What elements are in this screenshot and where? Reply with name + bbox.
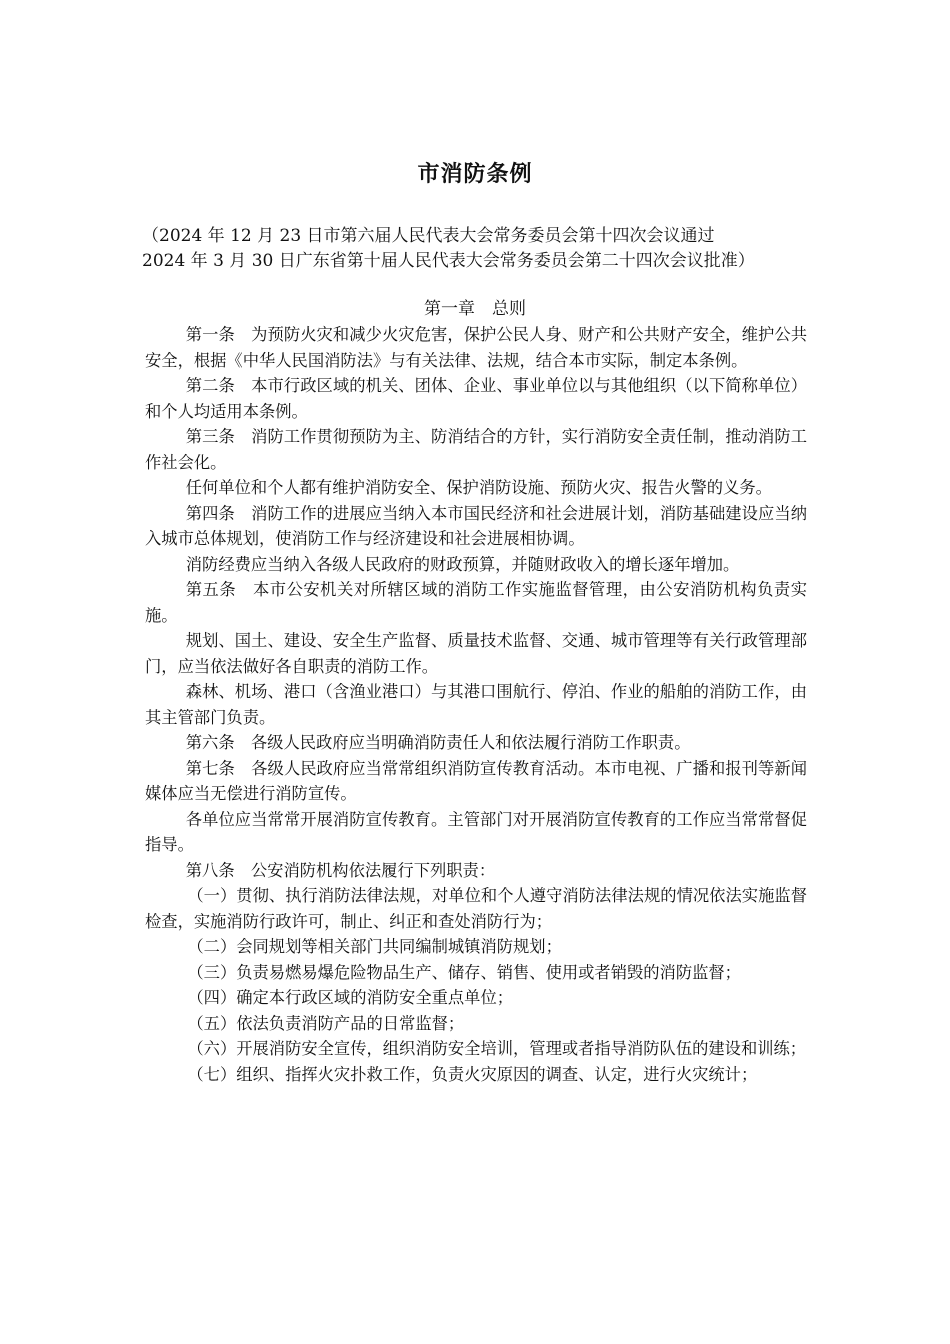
article-paragraph: 第八条 公安消防机构依法履行下列职责： xyxy=(185,860,496,880)
document-body xyxy=(145,322,807,1087)
list-item: （三）负责易燃易爆危险物品生产、储存、销售、使用或者销毁的消防监督； xyxy=(187,962,741,982)
list-item: （七）组织、指挥火灾扑救工作，负责火灾原因的调查、认定，进行火灾统计； xyxy=(187,1064,758,1084)
article-paragraph: 任何单位和个人都有维护消防安全、保护消防设施、预防火灾、报告火警的义务。 xyxy=(185,478,772,497)
article-paragraph: 消防经费应当纳入各级人民政府的财政预算，并随财政收入的增长逐年增加。 xyxy=(185,554,740,574)
article-paragraph: 第一条 为预防火灾和减少火灾危害，保护公民人身、财产和公共财产安全，维护公共安全，根据《中华人民国消防法》与有关法律、法规，结合本市实际，制定本条例。 xyxy=(145,325,807,370)
list-item: （一）贯彻、执行消防法律法规，对单位和个人遵守消防法律法规的情况依法实施监督检查，实施消防行政许可，制止、纠正和查处消防行为； xyxy=(145,886,807,931)
chapter-heading: 第一章 总则 xyxy=(424,299,526,319)
document-title: 市消防条例 xyxy=(417,161,533,187)
article-paragraph: 第二条 本市行政区域的机关、团体、企业、事业单位以与其他组织（以下简称单位）和个人均适用本条例。 xyxy=(145,376,807,421)
article-paragraph: 森林、机场、港口（含渔业港口）与其港口围航行、停泊、作业的船舶的消防工作，由其主管部门负责。 xyxy=(145,682,807,727)
article-paragraph: 第三条 消防工作贯彻预防为主、防消结合的方针，实行消防安全责任制，推动消防工作社会化。 xyxy=(145,427,807,472)
list-item: （六）开展消防安全宣传，组织消防安全培训，管理或者指导消防队伍的建设和训练； xyxy=(187,1039,807,1058)
adoption-note-line: （2024 年 12 月 23 日市第六届人民代表大会常务委员会第十四次会议通过 xyxy=(142,226,715,246)
adoption-note-line: 2024 年 3 月 30 日广东省第十届人民代表大会常务委员会第二十四次会议批准） xyxy=(142,251,755,271)
article-paragraph: 第四条 消防工作的进展应当纳入本市国民经济和社会进展计划，消防基础建设应当纳入城市总体规划，使消防工作与经济建设和社会进展相协调。 xyxy=(145,503,807,548)
article-paragraph: 第六条 各级人民政府应当明确消防责任人和依法履行消防工作职责。 xyxy=(185,733,691,752)
article-paragraph: 第七条 各级人民政府应当常常组织消防宣传教育活动。本市电视、广播和报刊等新闻媒体应当无偿进行消防宣传。 xyxy=(145,758,807,803)
adoption-note xyxy=(142,224,812,274)
article-paragraph: 规划、国土、建设、安全生产监督、质量技术监督、交通、城市管理等有关行政管理部门，应当依法做好各自职责的消防工作。 xyxy=(145,631,807,676)
list-item: （五）依法负责消防产品的日常监督； xyxy=(187,1013,465,1033)
list-item: （二）会同规划等相关部门共同编制城镇消防规划； xyxy=(187,937,562,956)
list-item: （四）确定本行政区域的消防安全重点单位； xyxy=(187,988,514,1007)
article-paragraph: 各单位应当常常开展消防宣传教育。主管部门对开展消防宣传教育的工作应当常常督促指导。 xyxy=(145,809,807,854)
article-paragraph: 第五条 本市公安机关对所辖区域的消防工作实施监督管理，由公安消防机构负责实施。 xyxy=(145,580,807,625)
